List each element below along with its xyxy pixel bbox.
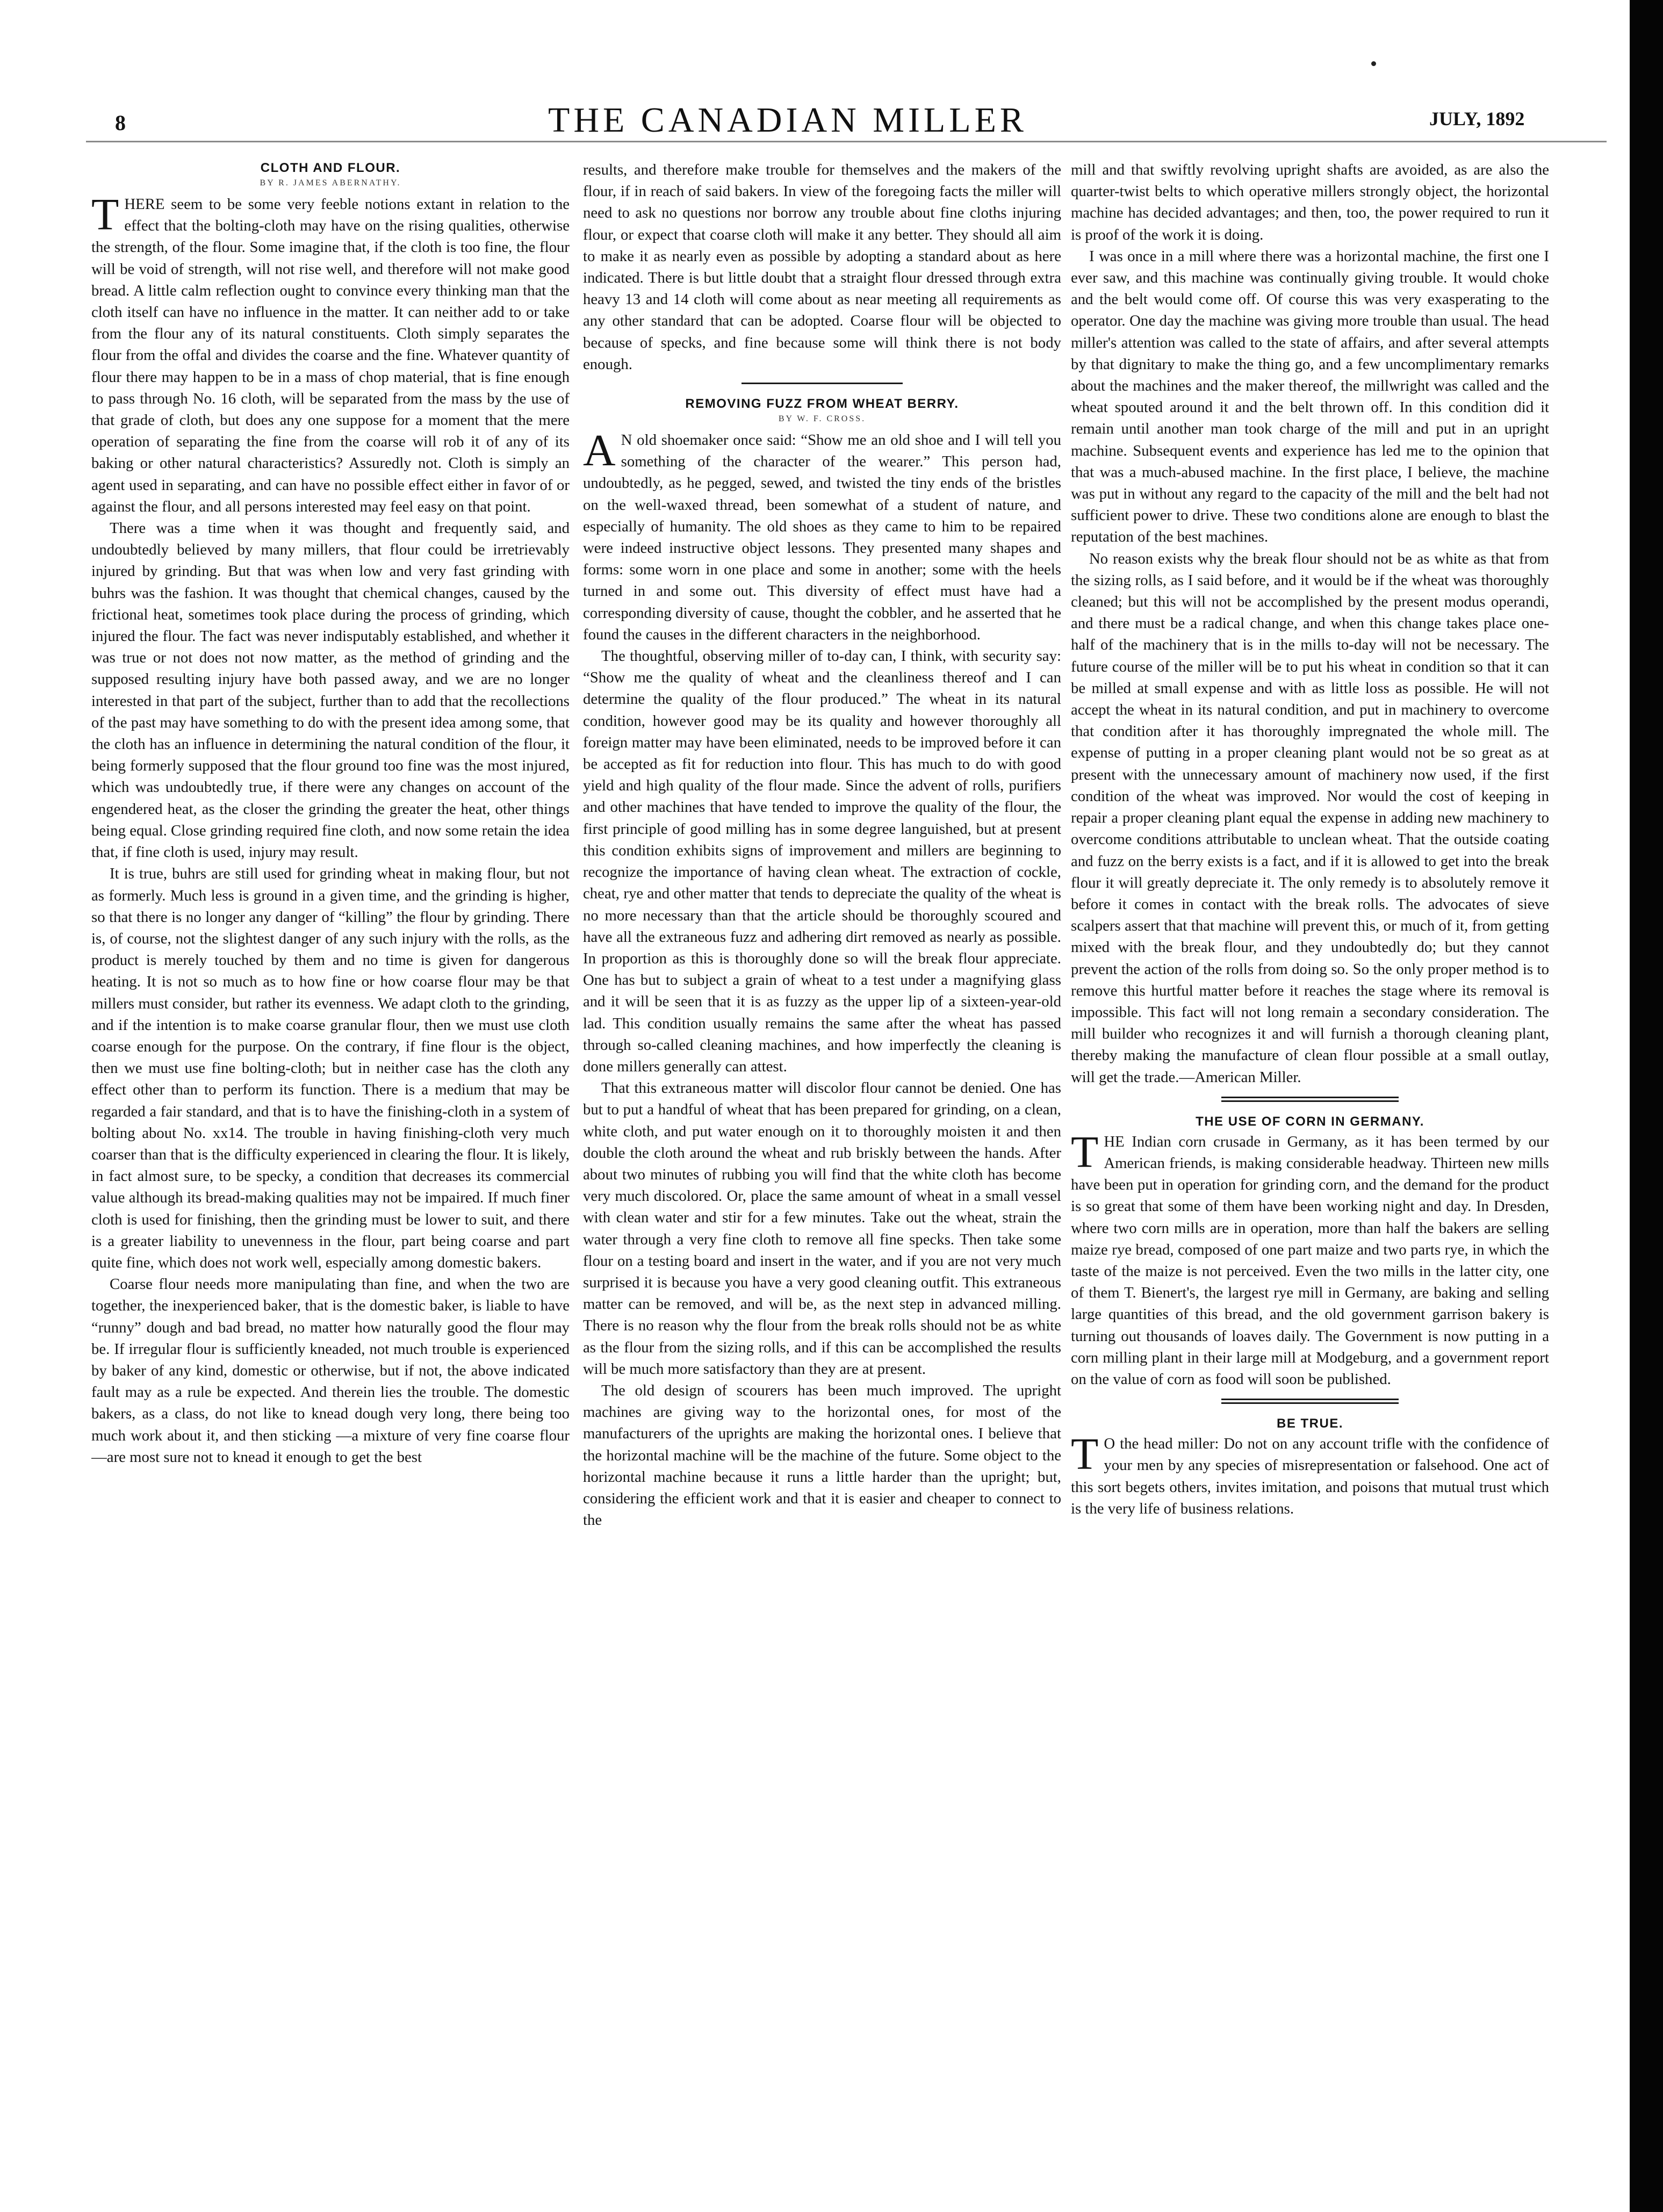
article-title: THE USE OF CORN IN GERMANY. [1196,1114,1424,1129]
article-title: BE TRUE. [1276,1416,1343,1431]
masthead: THE CANADIAN MILLER [548,100,1027,140]
header-rule [86,141,1607,142]
article-paragraph: T O the head miller: Do not on any account trifle with the confidence of your men by any species of misrepresentation or falsehood. One act of this sort begets others, invites imitation, and poisons that mutual trust which is the very life of business relations. [1071,1429,1549,1517]
article-paragraph: A N old shoemaker once said: “Show me an old shoe and I will tell you something of the character of the wearer.” This person had, undoubtedly, as he pegged, sewed, and twisted the tiny ends of the bristles on the well-waxed thread, been somewhat of a student of nature, and especially of humanity. The old shoes as they came to him to be repaired were indeed instructive object lessons. They presented many shapes and forms: some worn in one place and some in another; some with the heels turned in and some out. This diversity of effect must have had a corresponding diversity of cause, thought the cobbler, and he asserted that he found the causes in the different characters in the neighborhood. [583,426,1061,643]
article-paragraph: No reason exists why the break flour should not be as white as that from the sizing rolls, as I said before, and it would be if the wheat was thoroughly cleaned; but this will not be accomplished by the present modus operandi, and there must be a radical change, and when this change takes place one-half of the machinery that is in the mills to-day will not be necessary. The future course of the miller will be to put his wheat in condition so that it can be milled at small expense and with as little loss as possible. He will not accept the wheat in its natural condition, and put in machinery to overcome that condition after it has thoroughly impregnated the whole mill. The expense of putting in a proper cleaning plant would not be so great as at present with the unnecessary amount of machinery now used, if the first condition of the wheat was improved. Nor would the cost of keeping in repair a proper cleaning plant equal the expense in adding new machinery to overcome conditions attributable to unclean wheat. That the outside coating and fuzz on the berry exists is a fact, and if it is allowed to get into the break flour it will greatly depreciate it. The only remedy is to absolutely remove it before it comes in contact with the break rolls. The advocates of sieve scalpers assert that that machine will prevent this, or much of it, from getting mixed with the break flour, and they undoubtedly do; but they cannot prevent the action of the rolls from doing so. So the only proper method is to remove this hurtful matter before it reaches the stage where its removal is impossible. This fact will not long remain a secondary consideration. The mill builder who recognizes it and will furnish a thorough cleaning plant, thereby making the manufacture of clean flour possible at a small outlay, will get the trade.—American Miller. [1071,550,1549,1086]
article-paragraph: It is true, buhrs are still used for grinding wheat in making flour, but not as formerly. Much less is ground in a given time, and the grinding is higher, so that there is no longer any danger of “killing” the flour by grinding. There is, of course, not the slightest danger of any such injury with the rolls, as the product is merely touched by them and no time is given for dangerous heating. It is not so much as to how fine or how coarse flour may be that millers must consider, but rather its evenness. We adapt cloth to the grinding, and if the intention is to make coarse granular flour, then we must use cloth coarse enough for the purpose. On the contrary, if fine flour is the object, then we must use fine bolting-cloth; but in neither case has the cloth any effect other than to perform its function. There is a medium that may be regarded a fair standard, and that is to have the finishing-cloth in a system of bolting about No. xx14. The trouble in having finishing-cloth very much coarser than that is the difficulty experienced in clearing the flour. It is likely, in fact almost sure, to be specky, a condition that decreases its commercial value although its bread-making qualities may not be impaired. If much finer cloth is used for finishing, then the grinding must be lower to suit, and there is a greater liability to unevenness in the flour, part being coarse and part quite fine, which does not work well, especially among domestic bakers. [91,865,570,1271]
article-paragraph: That this extraneous matter will discolor flour cannot be denied. One has but to put a handful of wheat that has been prepared for grinding, on a clean, white cloth, and put water enough on it to thoroughly moisten it and then double the cloth around the wheat and rub briskly between the hands. After about two minutes of rubbing you will find that the white cloth has become very much discolored. Or, place the same amount of wheat in a small vessel with clean water and stir for a few minutes. Take out the wheat, strain the water through a very fine cloth to remove all fine specks. Then take some flour on a testing board and insert in the water, and if you are not very much surprised it is because you have a very good cleaning outfit. This extraneous matter can be removed, and will be, as the next step in advanced milling. There is no reason why the flour from the break rolls should not be as white as the flour from the sizing rolls, and if this can be accomplished the results will be much more satisfactory than they are at present. [583,1079,1061,1378]
drop-cap: T [1071,1429,1099,1480]
article-title: CLOTH AND FLOUR. [260,161,401,175]
column-3 [1071,159,1549,2195]
page-edge-shadow [1630,0,1663,2212]
article-separator [741,383,903,384]
drop-cap: A [583,426,616,476]
article-byline: BY W. F. CROSS. [778,414,866,424]
article-separator [1221,1399,1399,1404]
article-paragraph: The thoughtful, observing miller of to-day can, I think, with security say: “Show me the quality of wheat and the cleanliness thereof and I can determine the quality of the flour produced.” The wheat in its natural condition, however good may be its quality and however thoroughly all foreign matter may have been eliminated, needs to be improved before it can be accepted as fit for reduction into flour. This has much to do with good yield and high quality of the flour made. Since the advent of rolls, purifiers and other machines that have tended to improve the quality of the flour, the first principle of good milling has in some degree languished, but at present this condition exhibits signs of improvement and millers are beginning to recognize the importance of having clean wheat. The extraction of cockle, cheat, rye and other matter that tends to depreciate the quality of the wheat is no more necessary than that the article should be thoroughly scoured and have all the extraneous fuzz and adhering dirt removed as nearly as possible. In proportion as this is thoroughly done so will the break flour appreciate. One has but to subject a grain of wheat to a test under a magnifying glass and it will be seen that it is as fuzzy as the upper lip of a sixteen-year-old lad. This condition usually remains the same after the wheat has passed through so-called cleaning machines, and how imperfectly the cleaning is done millers generally can attest. [583,647,1061,1075]
drop-cap: T [1071,1127,1099,1177]
article-paragraph: Coarse flour needs more manipulating than fine, and when the two are together, the inexperienced baker, that is the domestic baker, is liable to have “runny” dough and bad bread, no matter how naturally good the flour may be. If irregular flour is sufficiently kneaded, not much trouble is experienced by baker of any kind, domestic or otherwise, but if not, the above indicated fault may as a rule be expected. And therein lies the trouble. The domestic bakers, as a class, do not like to knead dough very long, there being too much work about it, and then sticking —a mixture of very fine coarse flour —are most sure not to knead it enough to get the best [91,1276,570,1466]
article-paragraph: There was a time when it was thought and frequently said, and undoubtedly believed by many millers, that flour could be irretrievably injured by grinding. But that was when low and very fast grinding with buhrs was the fashion. It was thought that chemical changes, caused by the frictional heat, sometimes took place during the process of grinding, which injured the flour. The fact was never indisputably established, and whether it was true or not does not now matter, as the method of grinding and the supposed resulting injury have both passed away, and we are no longer interested in that part of the subject, further than to add that the recollections of the past may have something to do with the present idea among some, that the cloth has an influence in determining the natural condition of the flour, it being formerly supposed that the flour ground too fine was the most injured, which was undoubtedly true, if there were any changes on account of the engendered heat, as the closer the grinding the greater the heat, other things being equal. Close grinding required fine cloth, and now some retain the idea that, if fine cloth is used, injury may result. [91,520,570,861]
column-2 [583,159,1061,2195]
article-byline: BY R. JAMES ABERNATHY. [260,178,401,188]
article-paragraph: results, and therefore make trouble for themselves and the makers of the flour, if in reach of said bakers. In view of the foregoing facts the miller will need to ask no questions nor borrow any trouble about fine cloths injuring flour, or expect that coarse cloth will make it any better. They should all aim to make it as nearly even as possible by adopting a standard about as here indicated. There is but little doubt that a straight flour dressed through extra heavy 13 and 14 cloth will come about as near meeting all requirements as any other standard that can be adopted. Coarse flour will be objected to because of specks, and fine because some will think there is not body enough. [583,161,1061,373]
article-paragraph: THE Indian corn crusade in Germany, as it has been termed by our American friends, is making considerable headway. Thirteen new mills have been put in operation for grinding corn, and the demand for the product is so great that some of them have been working night and day. In Dresden, where two corn mills are in operation, more than half the bakers are selling maize rye bread, composed of one part maize and two parts rye, in which the taste of the maize is not perceived. Even the two mills in the latter city, one of them T. Bienert's, the largest rye mill in Germany, are baking and selling large quantities of this bread, and the old government garrison bakery is turning out thousands of loaves daily. The Government is now putting in a corn milling plant in their large mill at Modgeburg, and a government report on the value of corn as food will soon be published. [1071,1127,1549,1388]
column-1 [91,159,570,2195]
issue-date: JULY, 1892 [1429,108,1525,129]
article-title: REMOVING FUZZ FROM WHEAT BERRY. [685,397,959,412]
article-separator [1221,1097,1399,1102]
page-number: 8 [115,111,126,135]
drop-cap: T [91,190,119,240]
article-paragraph: I was once in a mill where there was a horizontal machine, the first one I ever saw, and this machine was continually giving trouble. It would choke and the belt would come off. Of course this was very exasperating to the operator. One day the machine was giving more trouble than usual. The head miller's attention was called to the state of affairs, and after several attempts by that dignitary to make the thing go, and a few uncomplimentary remarks about the machines and the maker thereof, the millwright was called and the wheat spouted around it and the belt thrown off. In this condition did it remain until another man took charge of the mill and put in an upright machine. Subsequent events and experience has led me to the opinion that that was a much-abused machine. In the first place, I believe, the machine was put in without any regard to the capacity of the mill and the belt had not sufficient power to drive. These two conditions alone are enough to blast the reputation of the best machines. [1071,247,1549,546]
article-paragraph: mill and that swiftly revolving upright shafts are avoided, as are also the quarter-twist belts to which operative millers strongly object, the horizontal machine has decided advantages; and then, too, the power required to run it is proof of the work it is doing. [1071,161,1549,243]
article-paragraph: THERE seem to be some very feeble notions extant in relation to the effect that the bolting-cloth may have on the rising qualities, otherwise the strength, of the flour. Some imagine that, if the cloth is too fine, the flour will be void of strength, will not rise well, and therefore will not make good bread. A little calm reflection ought to convince every thinking man that the cloth itself can have no influence in the matter. It can neither add to or take from the flour any of its natural constituents. Cloth simply separates the flour from the offal and divides the coarse and the fine. Whatever quantity of flour there may happen to be in a mass of chop material, that is fine enough to pass through No. 16 cloth, will be separated from the mass by the use of that grade of cloth, but does any one suppose for a moment that the mere operation of separating the fine from the coarse will rob it of any of its baking or other natural characteristics? Assuredly not. Cloth is simply an agent used in separating, and can have no possible effect either in favor of or against the flour, and all persons interested may feel easy on that point. [91,190,570,515]
article-paragraph: The old design of scourers has been much improved. The upright machines are giving way to the horizontal ones, for most of the manufacturers of the uprights are making the horizontal ones. I believe that the horizontal machine will be the machine of the future. Some object to the horizontal machine because it runs a little harder than the upright; but, considering the efficient work and that it is easier and cheaper to connect to the [583,1381,1061,1529]
print-speck [1371,61,1376,66]
